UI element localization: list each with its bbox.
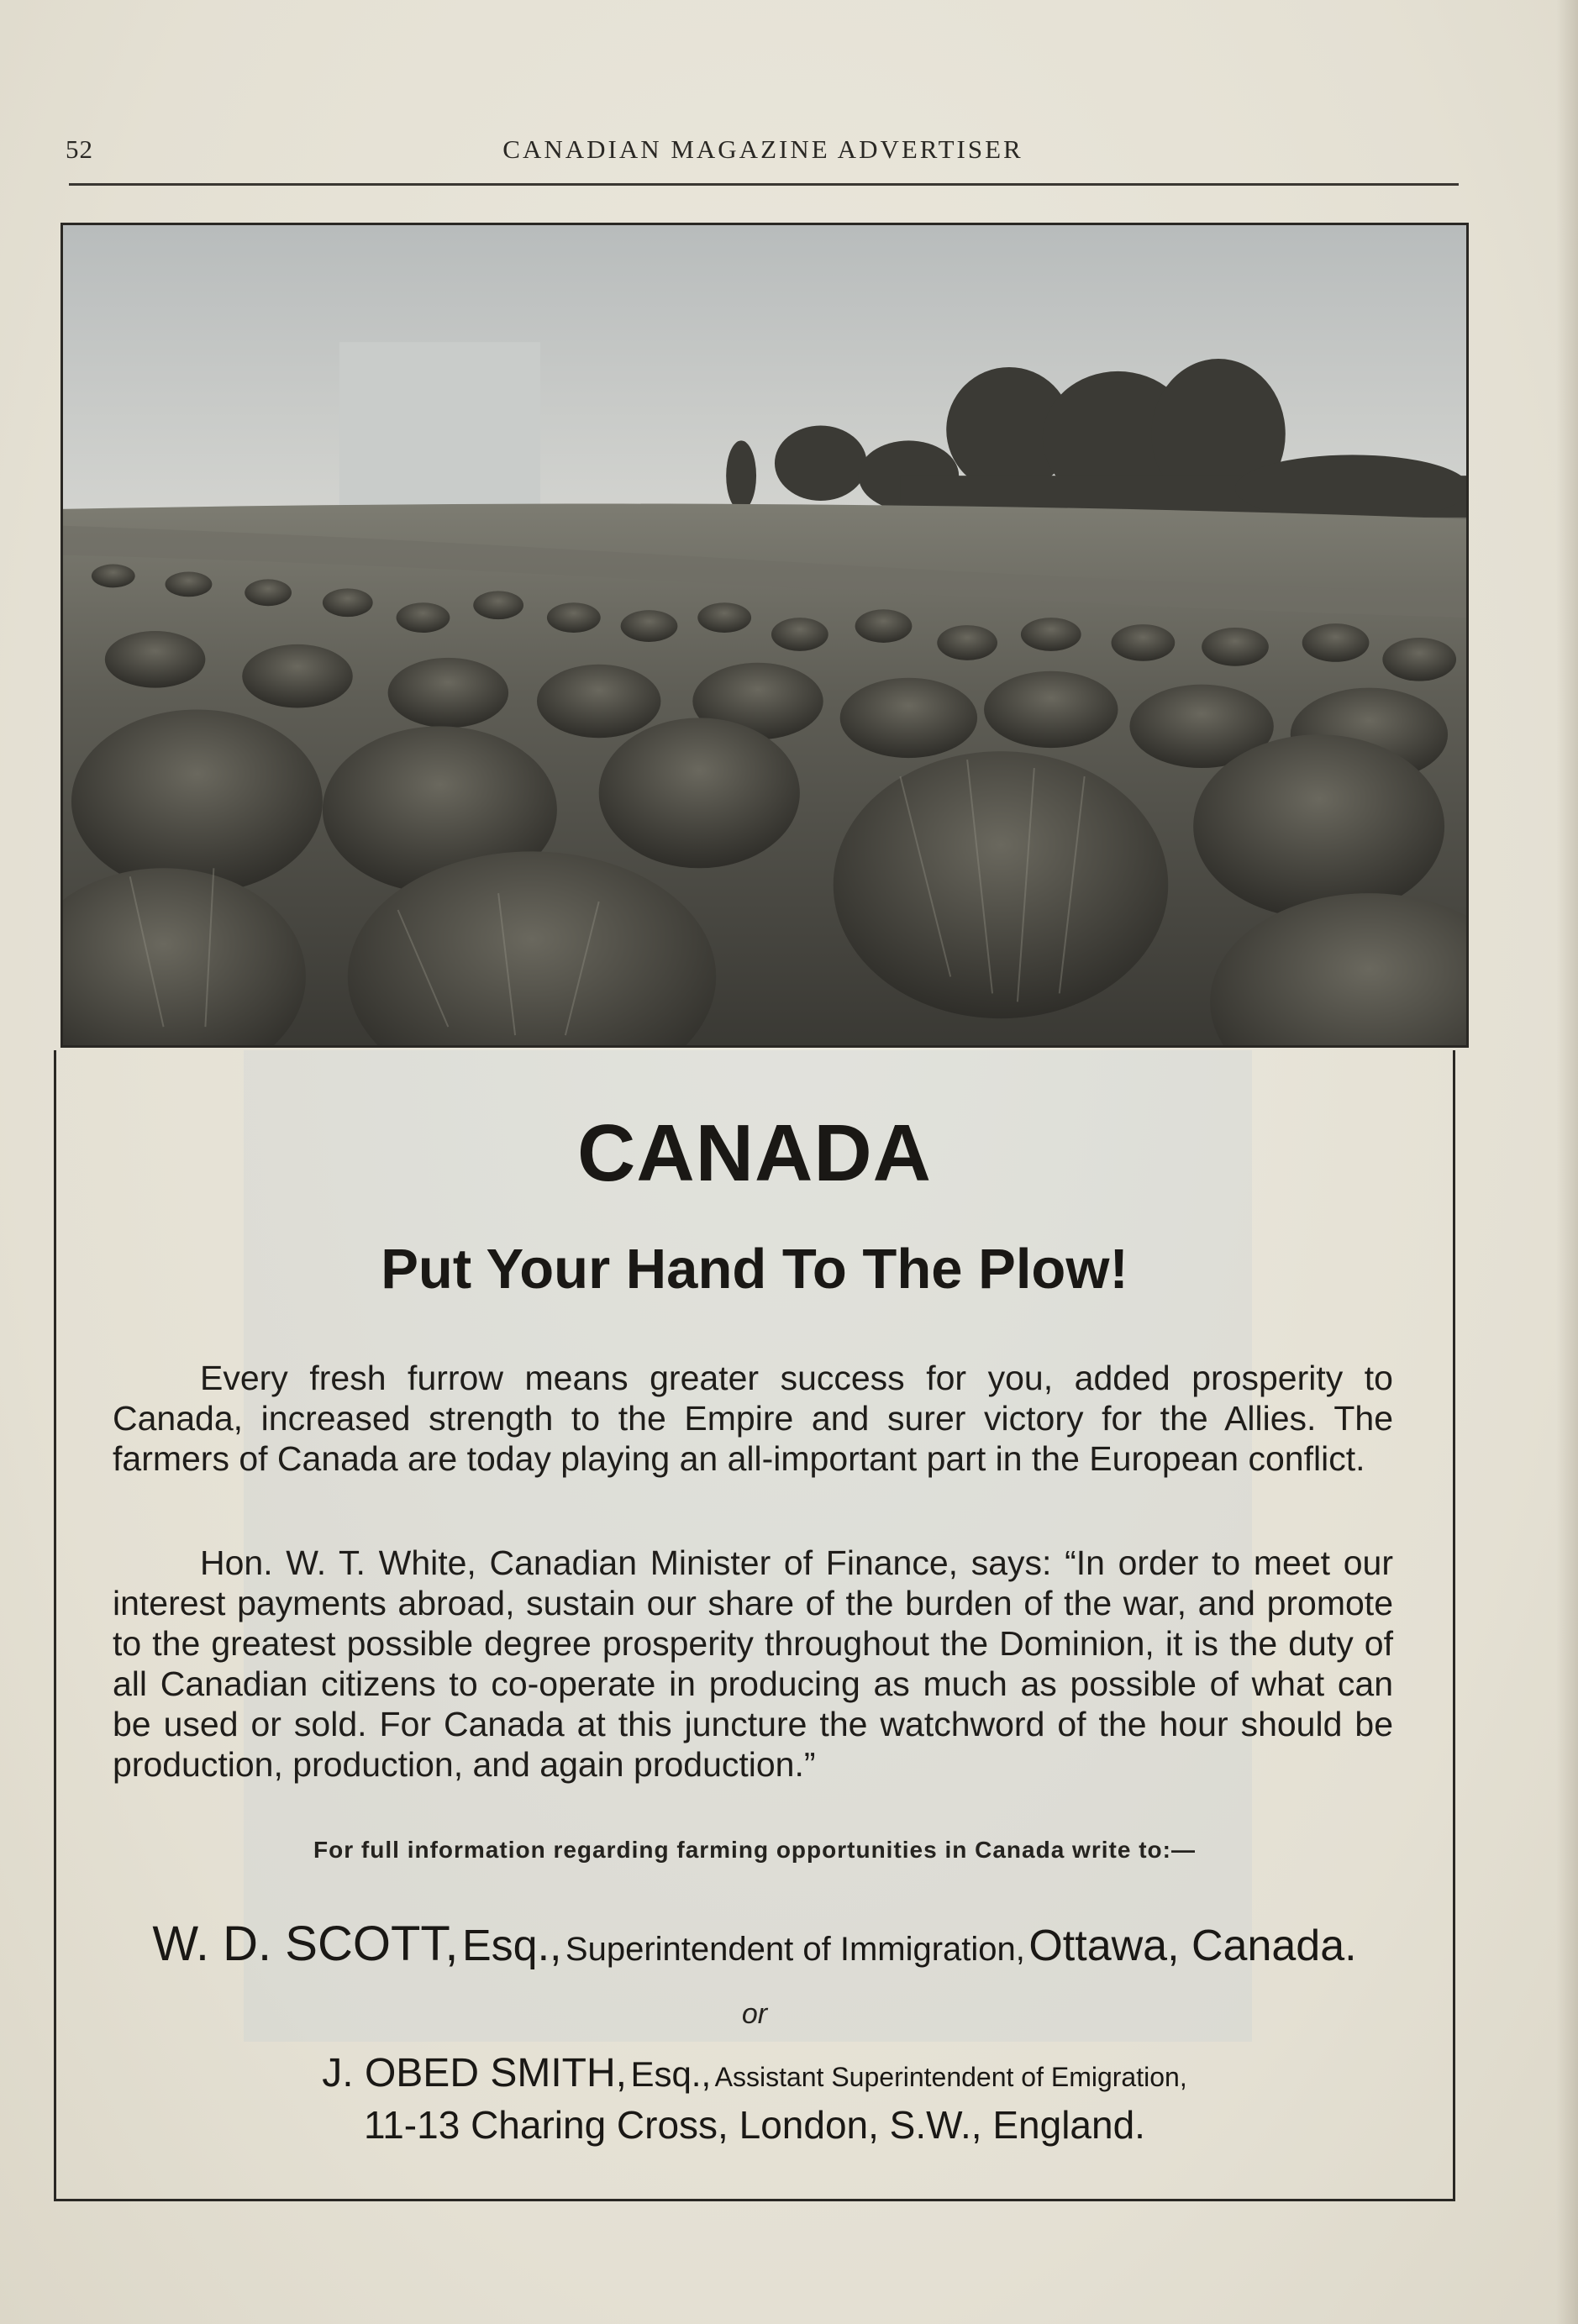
ad-subhead: Put Your Hand To The Plow! [381,1238,1128,1301]
contact-smith-role: Assistant Superintendent of Emigration, [714,2062,1187,2092]
ad-headline: CANADA [577,1108,932,1198]
page-edge-shadow [1556,0,1578,2324]
running-head [66,134,1460,173]
contact-scott-name: W. D. SCOTT, [152,1917,459,1971]
ad-paragraph-2: Hon. W. T. White, Canadian Minister of Finance, says: “In order to meet our interest payments abroad, sustain our share of the burden of the war, and promote to the greatest possible degree prosperity throughout the Dominion, it is the duty of all Canadian citizens to co-operate in producing as much as possible of what can be used or sold. For Canada at this juncture the watchword of the hour should be production, production, and again production.” [113,1543,1393,1784]
contact-scott-esq: Esq., [461,1922,562,1970]
contact-scott [54,1916,1455,1972]
header-rule [69,183,1459,186]
contact-smith-address: 11-13 Charing Cross, London, S.W., England. [364,2103,1145,2147]
or-separator: or [741,1998,768,2030]
page-number: 52 [66,134,93,164]
contact-smith-name: J. OBED SMITH, [322,2051,627,2095]
field-photo [60,223,1469,1048]
magazine-title: CANADIAN MAGAZINE ADVERTISER [502,134,1023,164]
contact-smith [54,2050,1455,2096]
contact-smith-esq: Esq., [630,2054,712,2094]
ad-paragraph-1: Every fresh furrow means greater success for you, added prosperity to Canada, increased strength to the Empire and surer victory for the Allies. The farmers of Canada are today playing an all-important part in the European conflict. [113,1359,1393,1478]
grain-stooks-photo-illustration [63,225,1466,1045]
contact-scott-city: Ottawa, Canada. [1028,1922,1357,1970]
contact-scott-role: Superintendent of Immigration, [565,1931,1025,1968]
info-line: For full information regarding farming opportunities in Canada write to:— [313,1837,1196,1863]
